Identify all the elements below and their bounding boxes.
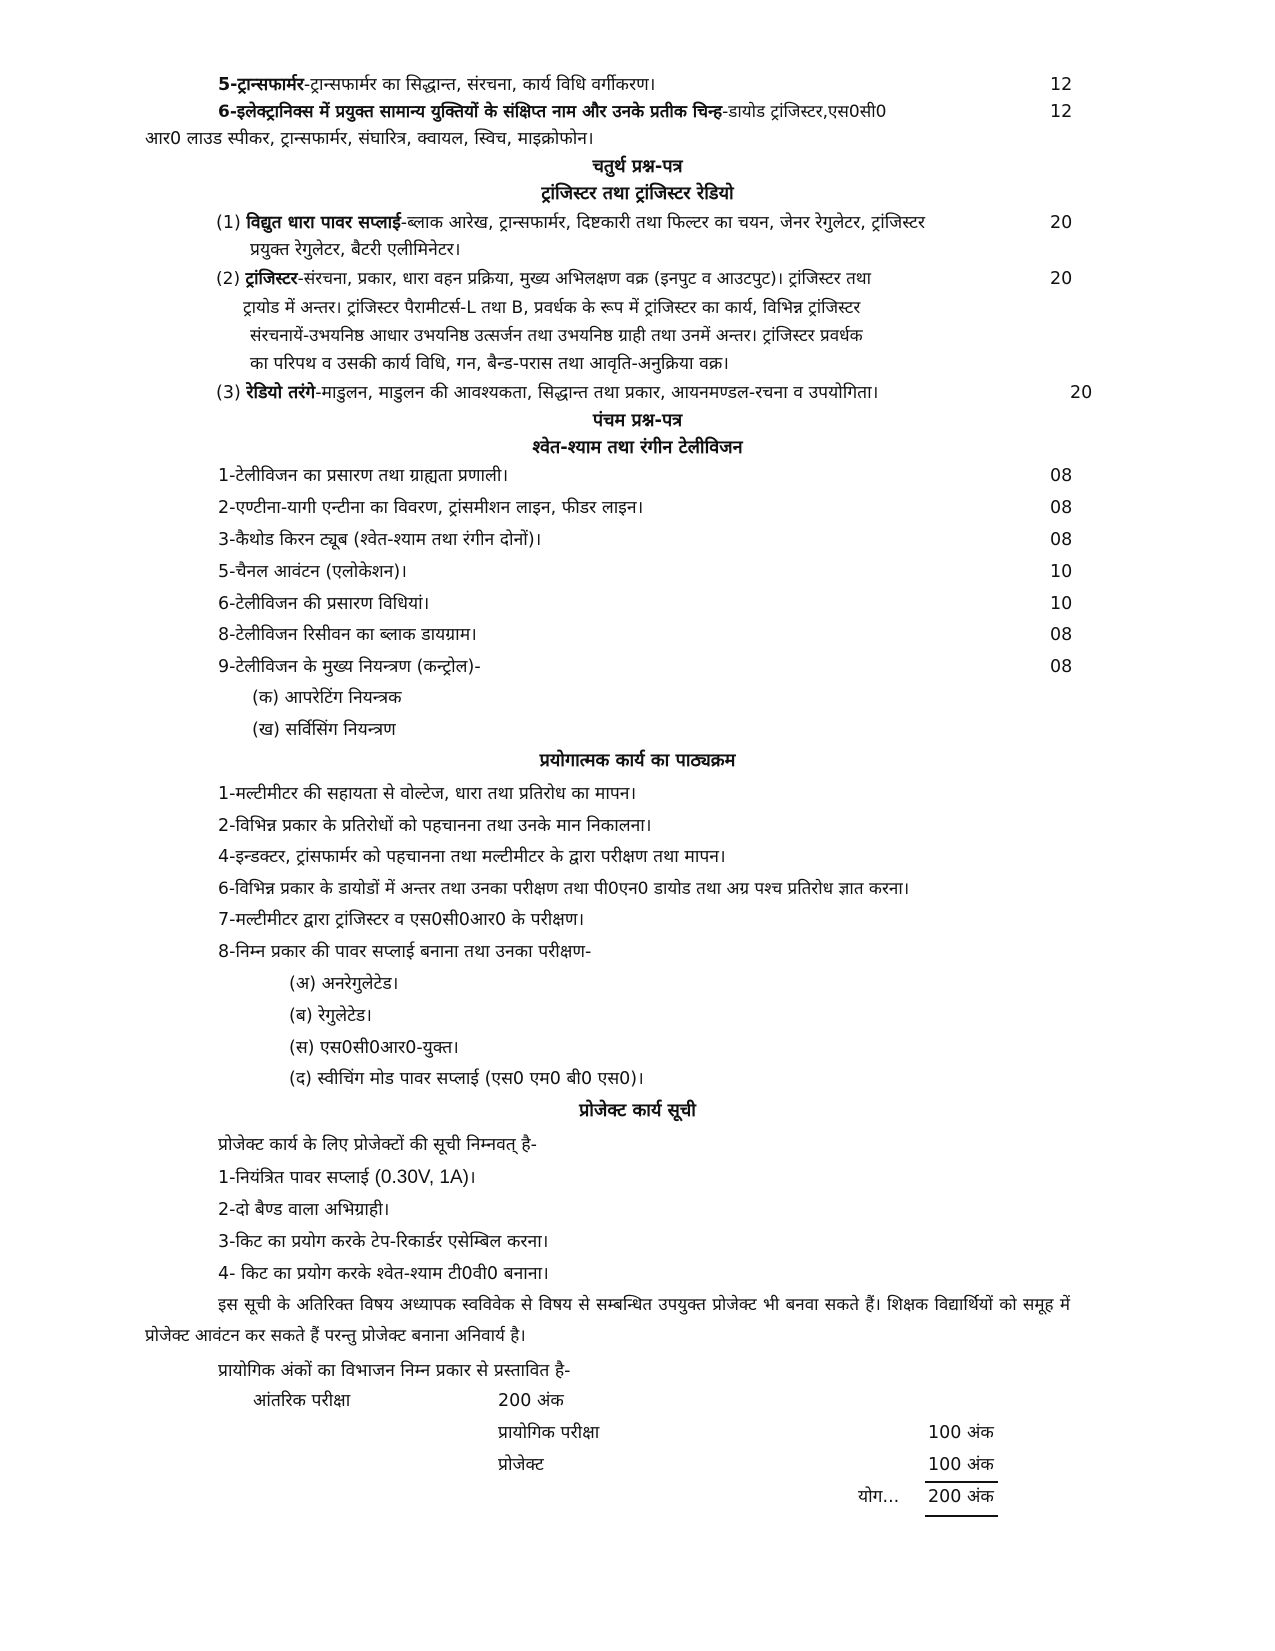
paper5-item: 8-टेलीविजन रिसीवन का ब्लाक डायग्राम। xyxy=(218,625,477,645)
item-text: -डायोड ट्रांजिस्टर,एस0सी0 xyxy=(722,102,887,122)
item-heading: विद्युत धारा पावर सप्लाई xyxy=(246,213,401,233)
project-title: प्रोजेक्ट कार्य सूची xyxy=(579,1100,696,1121)
paper4-heading: चतुर्थ प्रश्न-पत्र xyxy=(592,156,683,177)
paper4-item-1 xyxy=(216,211,925,235)
item-text: 1-नियंत्रित पावर सप्लाई xyxy=(218,1168,375,1188)
item-heading: 5-ट्रान्सफार्मर xyxy=(218,75,304,95)
marks: 08 xyxy=(1050,657,1073,677)
practical-item: 8-निम्न प्रकार की पावर सप्लाई बनाना तथा उनका परीक्षण- xyxy=(218,942,592,962)
project-value: 100 अंक xyxy=(928,1455,994,1475)
marks: 20 xyxy=(1070,383,1093,403)
total-label: योग... xyxy=(858,1487,900,1507)
item-text: -ब्लाक आरेख, ट्रान्सफार्मर, दिष्टकारी तथा फिल्टर का चयन, जेनर रेगुलेटर, ट्रांजिस्टर xyxy=(400,213,926,233)
marks: 12 xyxy=(1050,102,1073,122)
internal-value: 200 अंक xyxy=(498,1391,564,1411)
practical-exam-value: 100 अंक xyxy=(928,1423,994,1443)
paper5-subitem: (क) आपरेटिंग नियन्त्रक xyxy=(252,688,402,708)
paper5-item: 2-एण्टीना-यागी एन्टीना का विवरण, ट्रांसमीशन लाइन, फीडर लाइन। xyxy=(218,498,644,518)
p3-item-6 xyxy=(218,100,886,124)
paper4-item-2-cont-3: का परिपथ व उसकी कार्य विधि, गन, बैन्ड-परास तथा आवृति-अनुक्रिया वक्र। xyxy=(250,354,729,374)
item-number: (3) xyxy=(216,383,241,403)
paper5-item: 5-चैनल आवंटन (एलोकेशन)। xyxy=(218,562,407,582)
paper5-subitem: (ख) सर्विसिंग नियन्त्रण xyxy=(252,720,396,740)
project-paragraph: इस सूची के अतिरिक्त विषय अध्यापक स्वविवेक से विषय से सम्बन्धित उपयुक्त प्रोजेक्ट भी बनवा सकते हैं। शिक्षक विद्यार्थियों को समूह में प्रोजेक्ट आवंटन कर सकते हैं परन्तु प्रोजेक्ट बनाना अनिवार्य है। xyxy=(145,1295,1070,1346)
sum-rule-top xyxy=(925,1481,998,1483)
internal-label: आंतरिक परीक्षा xyxy=(253,1391,351,1411)
item-heading: रेडियो तरंगे xyxy=(246,383,316,403)
item-text: -माडुलन, माडुलन की आवश्यकता, सिद्धान्त तथा प्रकार, आयनमण्डल-रचना व उपयोगिता। xyxy=(315,383,879,403)
marks: 12 xyxy=(1050,75,1073,95)
paper5-item: 9-टेलीविजन के मुख्य नियन्त्रण (कन्ट्रोल)- xyxy=(218,657,481,677)
marks: 10 xyxy=(1050,562,1073,582)
practical-item: 7-मल्टीमीटर द्वारा ट्रांजिस्टर व एस0सी0आर0 के परीक्षण। xyxy=(218,910,585,930)
practical-subitem: (ब) रेगुलेटेड। xyxy=(289,1006,372,1026)
project-intro: प्रोजेक्ट कार्य के लिए प्रोजेक्टों की सूची निम्नवत् है- xyxy=(218,1135,537,1155)
paper4-item-1-cont: प्रयुक्त रेगुलेटर, बैटरी एलीमिनेटर। xyxy=(250,240,461,260)
project-item: 2-दो बैण्ड वाला अभिग्राही। xyxy=(218,1200,390,1220)
item-text: -ट्रान्सफार्मर का सिद्धान्त, संरचना, कार्य विधि वर्गीकरण। xyxy=(303,75,656,95)
project-item: 4- किट का प्रयोग करके श्वेत-श्याम टी0वी0 बनाना। xyxy=(218,1264,549,1284)
paper5-item: 6-टेलीविजन की प्रसारण विधियां। xyxy=(218,594,430,614)
item-number: (2) xyxy=(216,269,241,289)
paper5-item: 3-कैथोड किरन ट्यूब (श्वेत-श्याम तथा रंगीन दोनों)। xyxy=(218,530,542,550)
practical-item: 1-मल्टीमीटर की सहायता से वोल्टेज, धारा तथा प्रतिरोध का मापन। xyxy=(218,784,637,804)
practical-title: प्रयोगात्मक कार्य का पाठ्यक्रम xyxy=(539,750,736,771)
practical-item: 6-विभिन्न प्रकार के डायोडों में अन्तर तथा उनका परीक्षण तथा पी0एन0 डायोड तथा अग्र पश्च प्रतिरोध ज्ञात करना। xyxy=(218,879,910,899)
paper4-item-3 xyxy=(216,381,878,405)
marks: 08 xyxy=(1050,530,1073,550)
item-text: -संरचना, प्रकार, धारा वहन प्रक्रिया, मुख्य अभिलक्षण वक्र (इनपुट व आउटपुट)। ट्रांजिस्टर तथा xyxy=(297,269,872,289)
project-label: प्रोजेक्ट xyxy=(498,1455,544,1475)
sum-rule-bottom xyxy=(925,1515,998,1517)
marks: 08 xyxy=(1050,466,1073,486)
practical-item: 4-इन्डक्टर, ट्रांसफार्मर को पहचानना तथा मल्टीमीटर के द्वारा परीक्षण तथा मापन। xyxy=(218,847,726,867)
practical-subitem: (स) एस0सी0आर0-युक्त। xyxy=(289,1038,459,1058)
total-value: 200 अंक xyxy=(928,1487,994,1507)
marks: 08 xyxy=(1050,625,1073,645)
practical-exam-label: प्रायोगिक परीक्षा xyxy=(498,1423,600,1443)
marks: 08 xyxy=(1050,498,1073,518)
paper4-item-2 xyxy=(216,267,871,291)
project-item xyxy=(218,1166,476,1190)
item-number: (1) xyxy=(216,213,241,233)
marks: 10 xyxy=(1050,594,1073,614)
p3-item-5 xyxy=(218,73,655,97)
p3-item-6-cont: आर0 लाउड स्पीकर, ट्रान्सफार्मर, संघारित्र, क्वायल, स्विच, माइक्रोफोन। xyxy=(145,129,594,149)
paper5-item: 1-टेलीविजन का प्रसारण तथा ग्राह्यता प्रणाली। xyxy=(218,466,509,486)
practical-subitem: (अ) अनरेगुलेटेड। xyxy=(289,974,399,994)
item-end: । xyxy=(468,1168,476,1188)
paper5-heading: पंचम प्रश्न-पत्र xyxy=(592,410,683,431)
marks: 20 xyxy=(1050,269,1073,289)
marks-intro: प्रायोगिक अंकों का विभाजन निम्न प्रकार से प्रस्तावित है- xyxy=(218,1361,571,1381)
project-item: 3-किट का प्रयोग करके टेप-रिकार्डर एसेम्बिल करना। xyxy=(218,1232,549,1252)
item-heading: ट्रांजिस्टर xyxy=(245,269,298,289)
item-spec: (0.30V, 1A) xyxy=(374,1167,469,1188)
practical-subitem: (द) स्वीचिंग मोड पावर सप्लाई (एस0 एम0 बी0 एस0)। xyxy=(289,1069,644,1089)
marks: 20 xyxy=(1050,213,1073,233)
paper4-item-2-cont-1: ट्रायोड में अन्तर। ट्रांजिस्टर पैरामीटर्स-L तथा B, प्रवर्धक के रूप में ट्रांजिस्टर का कार्य, विभिन्न ट्रांजिस्टर xyxy=(243,298,861,318)
paper4-item-2-cont-2: संरचनायें-उभयनिष्ठ आधार उभयनिष्ठ उत्सर्जन तथा उभयनिष्ठ ग्राही तथा उनमें अन्तर। ट्रांजिस्टर प्रवर्धक xyxy=(250,326,863,346)
paper5-title: श्वेत-श्याम तथा रंगीन टेलीविजन xyxy=(532,437,743,458)
item-heading: 6-इलेक्ट्रानिक्स में प्रयुक्त सामान्य युक्तियों के संक्षिप्त नाम और उनके प्रतीक चिन्ह xyxy=(218,102,723,122)
paper4-title: ट्रांजिस्टर तथा ट्रांजिस्टर रेडियो xyxy=(541,183,734,204)
practical-item: 2-विभिन्न प्रकार के प्रतिरोधों को पहचानना तथा उनके मान निकालना। xyxy=(218,816,652,836)
